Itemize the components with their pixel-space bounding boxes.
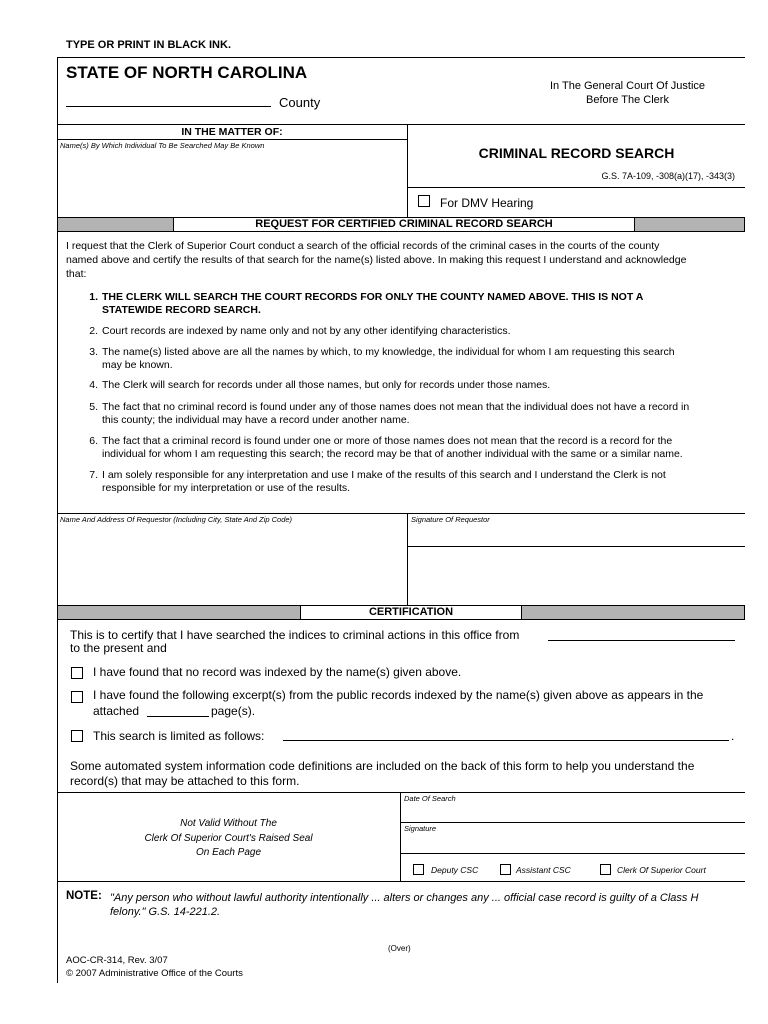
matter-top-line: [57, 124, 745, 125]
county-blank[interactable]: [66, 106, 271, 107]
item-line-2: may be known.: [102, 358, 173, 371]
dmv-hearing-label: For DMV Hearing: [440, 196, 534, 210]
records-found-label: I have found the following excerpt(s) from the public records indexed by the name(s) given above as appears in the: [93, 688, 704, 702]
item-text: [102, 346, 732, 371]
codes-note: [70, 759, 740, 788]
search-limited-checkbox[interactable]: [71, 730, 83, 742]
date-line: [400, 822, 745, 823]
search-limited-label: This search is limited as follows:: [93, 729, 265, 743]
item-number: 6.: [89, 435, 98, 447]
note-label: NOTE:: [66, 890, 102, 902]
seal-block-divider: [400, 792, 401, 881]
no-record-checkbox[interactable]: [71, 667, 83, 679]
court-line-2: Before The Clerk: [586, 94, 669, 106]
item-line-2: responsible for my interpretation or use of the results.: [102, 481, 351, 494]
item-number: 7.: [89, 469, 98, 481]
item-number: 5.: [89, 401, 98, 413]
item-line-1: I am solely responsible for any interpretation and use I make of the results of this search and I understand the Clerk is not: [102, 469, 666, 481]
seal-line-3: On Each Page: [195, 847, 262, 858]
records-found-checkbox[interactable]: [71, 691, 83, 703]
matter-title: IN THE MATTER OF:: [181, 126, 283, 138]
note-text: [110, 891, 740, 919]
item-text: [102, 435, 732, 460]
form-left-border: [57, 57, 58, 983]
item-line-1: The fact that no criminal record is found under any of those names does not mean that the individual does not have a record in: [102, 401, 690, 413]
clerk-signature-field[interactable]: [404, 833, 744, 852]
page-count-blank[interactable]: [147, 716, 209, 717]
matter-title-underline: [57, 139, 407, 140]
form-title: CRIMINAL RECORD SEARCH: [478, 145, 675, 161]
item-line-1: The Clerk will search for records under all those names, but only for records under those names.: [102, 379, 551, 391]
attached-label: attached: [93, 704, 140, 718]
intro-line-1: I request that the Clerk of Superior Court conduct a search of the official records of the criminal cases in the courts of the county: [66, 240, 660, 252]
item-line-1: Court records are indexed by name only and not by any other identifying characteristics.: [102, 325, 511, 337]
date-of-search-label: Date Of Search: [404, 794, 456, 803]
cert-line-2: to the present and: [70, 641, 167, 655]
requestor-signature-label: Signature Of Requestor: [411, 515, 490, 524]
requestor-signature-field[interactable]: [411, 526, 743, 545]
date-of-search-field[interactable]: [404, 803, 744, 821]
clerk-superior-court-label: Clerk Of Superior Court: [617, 865, 706, 875]
deputy-csc-checkbox[interactable]: [413, 864, 424, 875]
item-line-2: individual for whom I am requesting this search; the record may be that of another individual with the same or a similar name.: [102, 447, 683, 460]
item-number: 4.: [89, 379, 98, 391]
signature-label: Signature: [404, 824, 437, 833]
requestor-top-line: [57, 513, 745, 514]
item-line-1: The name(s) listed above are all the names by which, to my knowledge, the individual for whom I am requesting this search: [102, 346, 675, 358]
item-text: [102, 325, 732, 338]
requestor-sig-line: [407, 546, 745, 547]
cert-line-1: This is to certify that I have searched the indices to criminal actions in this office from: [70, 628, 520, 642]
note-top-line: [57, 881, 745, 882]
item-line-2: this county; the individual may have a record under another name.: [102, 413, 410, 426]
item-line-1: The fact that a criminal record is found under one or more of those names does not mean that the record is a record for the: [102, 435, 673, 447]
names-field[interactable]: [60, 152, 404, 214]
note-line-1: "Any person who without lawful authority intentionally ... alters or changes any ... official case record is guilty of a Class H: [110, 892, 699, 904]
county-label: County: [279, 95, 321, 110]
item-number: 1.: [89, 291, 98, 303]
form-number: AOC-CR-314, Rev. 3/07: [66, 955, 168, 966]
seal-notice: [100, 817, 357, 861]
item-text: [102, 469, 732, 494]
signature-line: [400, 853, 745, 854]
item-line-1: THE CLERK WILL SEARCH THE COURT RECORDS FOR ONLY THE COUNTY NAMED ABOVE. THIS IS NOT A: [102, 291, 644, 303]
item-line-2: STATEWIDE RECORD SEARCH.: [102, 303, 261, 316]
search-from-date-blank[interactable]: [548, 640, 735, 641]
requestor-divider: [407, 513, 408, 605]
item-number: 2.: [89, 325, 98, 337]
dmv-hearing-checkbox[interactable]: [418, 195, 430, 207]
statute-reference: G.S. 7A-109, -308(a)(17), -343(3): [601, 171, 735, 181]
copyright: © 2007 Administrative Office of the Courts: [66, 968, 243, 979]
requestor-name-field[interactable]: [60, 526, 404, 602]
court-heading: [520, 79, 735, 107]
over-indicator: (Over): [388, 944, 411, 953]
item-text: [102, 291, 732, 316]
codes-line-2: record(s) that may be attached to this form.: [70, 773, 300, 788]
requestor-name-label: Name And Address Of Requestor (Including City, State And Zip Code): [60, 515, 293, 524]
state-title: STATE OF NORTH CAROLINA: [66, 63, 308, 82]
names-label: Name(s) By Which Individual To Be Searched May Be Known: [60, 141, 265, 150]
seal-line-1: Not Valid Without The: [180, 818, 277, 829]
intro-line-2: named above and certify the results of that search for the name(s) listed above. In making this request I understand and acknowledge: [66, 254, 687, 266]
seal-line-2: Clerk Of Superior Court's Raised Seal: [144, 832, 313, 844]
search-limited-period: .: [731, 729, 735, 743]
assistant-csc-checkbox[interactable]: [500, 864, 511, 875]
seal-block-top-line: [57, 792, 745, 793]
deputy-csc-label: Deputy CSC: [431, 865, 479, 875]
intro-line-3: that:: [66, 268, 87, 280]
pages-label: page(s).: [211, 704, 256, 718]
ink-instruction: TYPE OR PRINT IN BLACK INK.: [66, 39, 232, 51]
request-heading: REQUEST FOR CERTIFIED CRIMINAL RECORD SEARCH: [173, 217, 635, 232]
form-footer: [66, 954, 243, 980]
note-line-2: felony." G.S. 14-221.2.: [110, 906, 221, 918]
court-line-1: In The General Court Of Justice: [549, 80, 706, 92]
certification-heading: CERTIFICATION: [300, 605, 522, 620]
matter-divider: [407, 124, 408, 217]
item-text: [102, 379, 732, 392]
item-number: 3.: [89, 346, 98, 358]
request-intro: [66, 239, 746, 281]
item-text: [102, 401, 732, 426]
form-top-border: [57, 57, 745, 58]
clerk-superior-court-checkbox[interactable]: [600, 864, 611, 875]
statute-line: [407, 187, 745, 188]
codes-line-1: Some automated system information code definitions are included on the back of this form to help you understand the: [70, 759, 695, 773]
assistant-csc-label: Assistant CSC: [516, 865, 571, 875]
no-record-label: I have found that no record was indexed by the name(s) given above.: [93, 665, 462, 679]
search-limitation-blank[interactable]: [283, 740, 729, 741]
